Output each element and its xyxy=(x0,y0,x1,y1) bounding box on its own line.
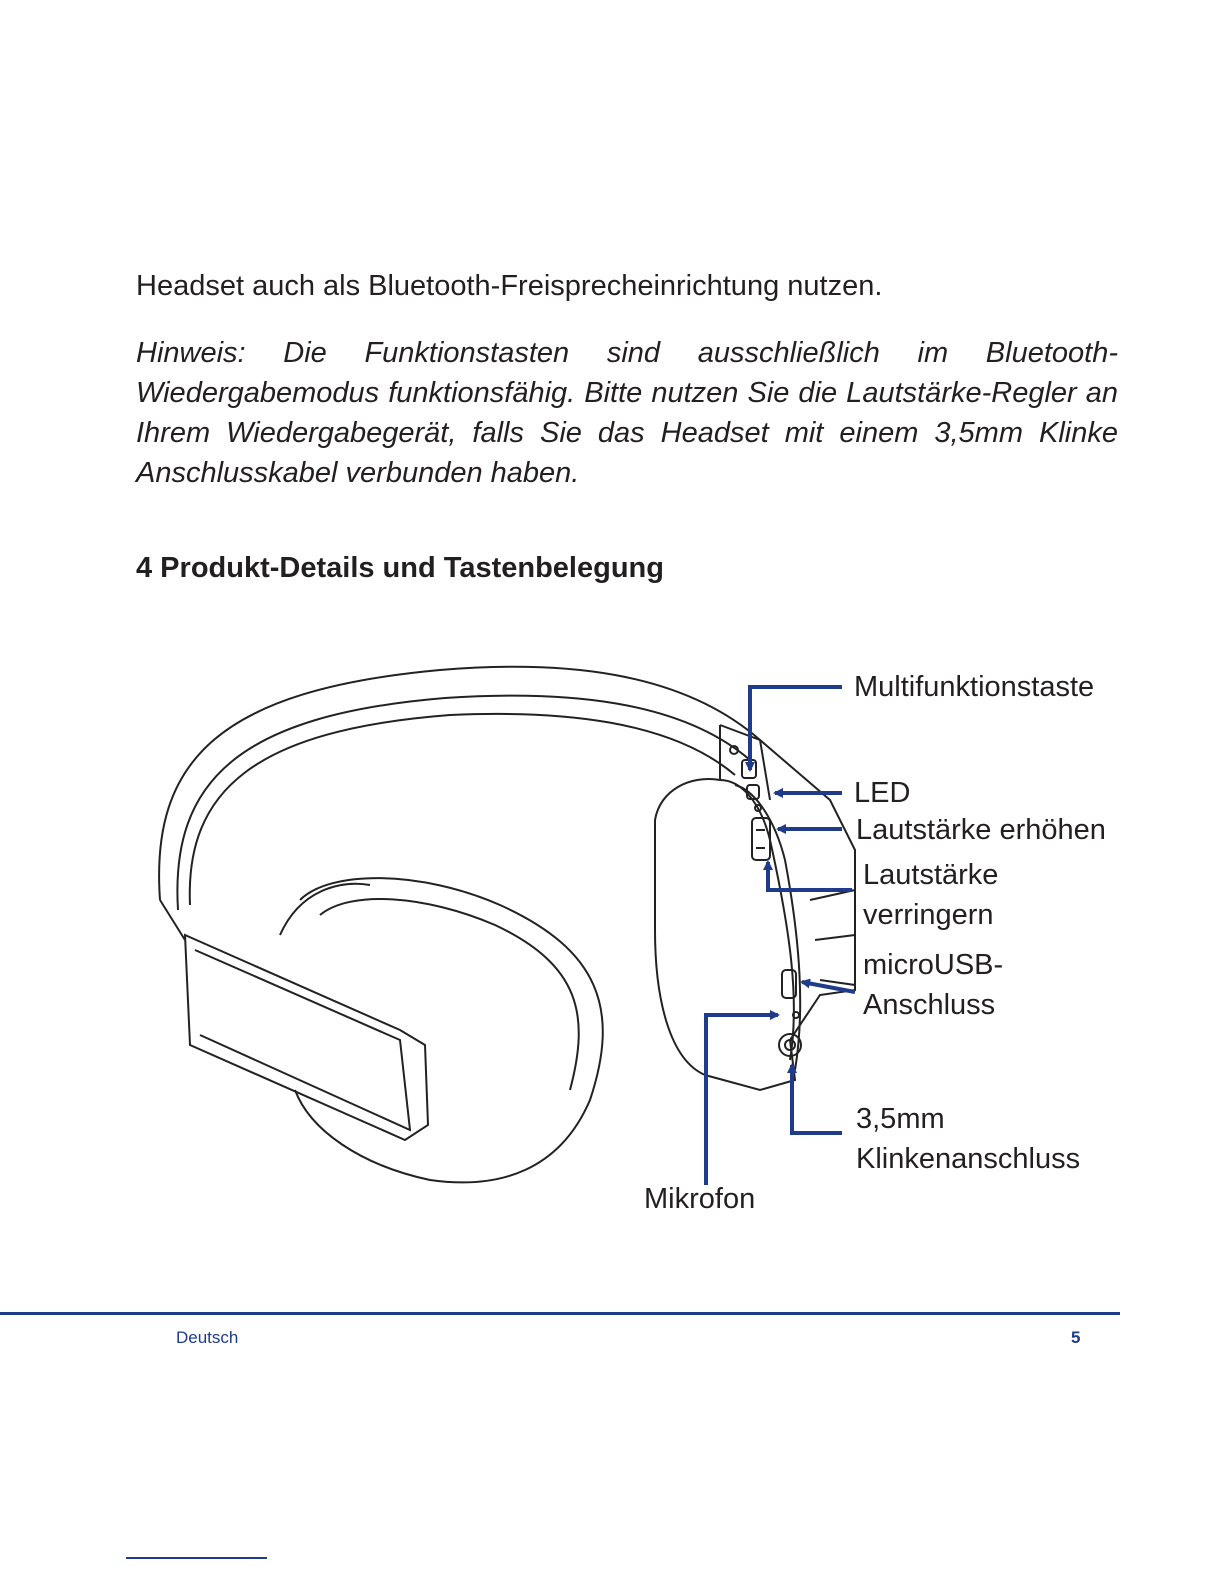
label-volume-down-line1: Lautstärke xyxy=(863,859,999,891)
label-volume-down-line2: verringern xyxy=(863,899,994,931)
label-led: LED xyxy=(854,777,911,809)
intro-paragraph: Headset auch als Bluetooth-Freisprecheinrichtung nutzen. xyxy=(136,270,883,302)
callout-lines xyxy=(706,687,855,1185)
left-earcup xyxy=(185,878,603,1182)
footer-divider xyxy=(0,1312,1120,1315)
bottom-underline xyxy=(126,1557,267,1559)
headband xyxy=(159,667,760,940)
label-microusb-line1: microUSB- xyxy=(863,949,1004,981)
right-earcup xyxy=(655,725,855,1090)
label-multifunction: Multifunktionstaste xyxy=(854,671,1095,703)
label-jack-line1: 3,5mm xyxy=(856,1103,945,1135)
label-microphone: Mikrofon xyxy=(644,1183,756,1215)
footer-language: Deutsch xyxy=(176,1328,239,1347)
label-volume-up: Lautstärke erhöhen xyxy=(856,814,1106,846)
label-microusb-line2: Anschluss xyxy=(863,989,996,1021)
page-number: 5 xyxy=(1071,1328,1081,1347)
volume-down-pointer xyxy=(768,862,852,890)
note-paragraph: Hinweis: Die Funktionstasten sind ausschließlich im Bluetooth-Wiedergabemodus funktionsfähig. Bitte nutzen Sie die Lautstärke-Regler an Ihrem Wiedergabegerät, falls Sie das Headset mit einem 3,5mm Klinke Anschlusskabel verbunden haben. xyxy=(136,337,1118,489)
microphone-pointer xyxy=(706,1015,778,1185)
label-jack-line2: Klinkenanschluss xyxy=(856,1143,1081,1175)
section-heading: 4 Produkt-Details und Tastenbelegung xyxy=(136,552,664,584)
jack-pointer xyxy=(792,1065,842,1133)
